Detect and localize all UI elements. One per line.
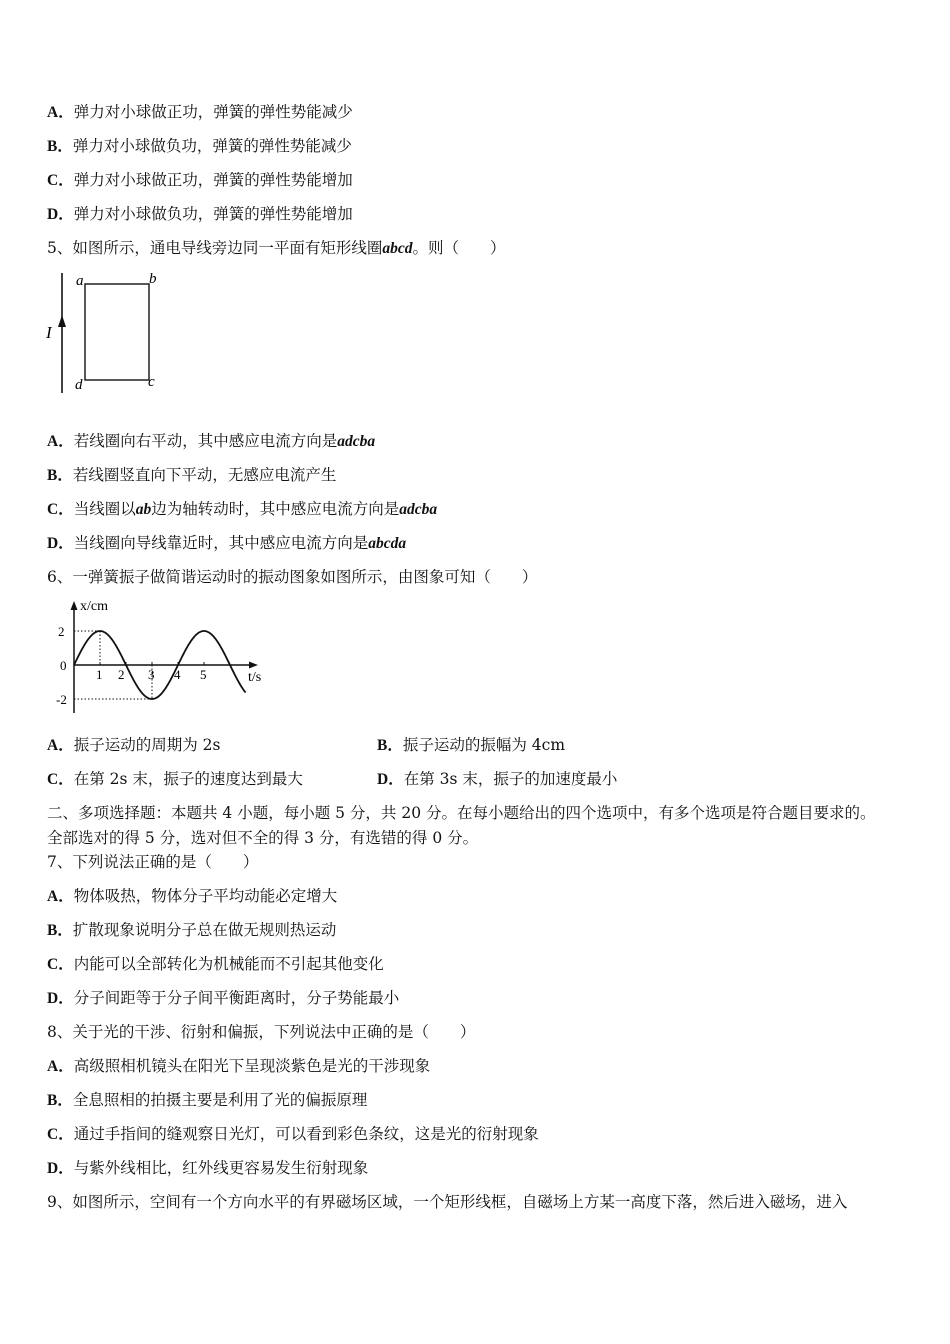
q5-option-d: D．当线圈向导线靠近时，其中感应电流方向是abcda	[47, 534, 407, 552]
q6-option-a: A．振子运动的周期为 2s	[47, 736, 221, 754]
q5-option-a: A．若线圈向右平动，其中感应电流方向是adcba	[47, 432, 376, 450]
origin-label: 0	[60, 658, 67, 673]
section2-heading-line1: 二、多项选择题：本题共 4 小题，每小题 5 分，共 20 分。在每小题给出的四个选项中，有多个选项是符合题目要求的。	[47, 804, 876, 822]
q7-option-c: C．内能可以全部转化为机械能而不引起其他变化	[47, 955, 384, 973]
q4-option-c: C．弹力对小球做正功，弹簧的弹性势能增加	[47, 171, 353, 189]
x-tick-label: 2	[118, 667, 125, 682]
q5-stem: 5、如图所示，通电导线旁边同一平面有矩形线圈abcd。则（ ）	[47, 239, 506, 257]
q9-stem: 9、如图所示，空间有一个方向水平的有界磁场区域，一个矩形线框，自磁场上方某一高度下落，然后进入磁场，进入	[47, 1193, 848, 1211]
q6-option-b: B．振子运动的振幅为 4cm	[377, 736, 566, 754]
vertex-d: d	[75, 377, 83, 393]
y-tick-label: 2	[58, 624, 65, 639]
y-tick-label: -2	[56, 692, 67, 707]
rectangular-coil	[85, 284, 149, 380]
vertex-c: c	[148, 374, 155, 390]
vertex-b: b	[149, 271, 157, 287]
q5-coil-figure	[40, 265, 170, 400]
current-arrow-icon	[58, 315, 66, 327]
q7-option-b: B．扩散现象说明分子总在做无规则热运动	[47, 921, 337, 939]
oscillation-graph	[48, 595, 273, 720]
q7-option-d: D．分子间距等于分子间平衡距离时，分子势能最小	[47, 989, 400, 1007]
q8-stem: 8、关于光的干涉、衍射和偏振，下列说法中正确的是（ ）	[47, 1023, 476, 1041]
y-axis-label: x/cm	[80, 599, 108, 614]
q6-stem: 6、一弹簧振子做简谐运动时的振动图象如图所示，由图象可知（ ）	[47, 568, 538, 586]
vertex-a: a	[76, 273, 84, 289]
x-tick-label: 4	[174, 667, 181, 682]
x-axis-label: t/s	[248, 670, 262, 685]
q4-option-b: B．弹力对小球做负功，弹簧的弹性势能减少	[47, 137, 352, 155]
q8-option-d: D．与紫外线相比，红外线更容易发生衍射现象	[47, 1159, 369, 1177]
q6-option-c: C．在第 2s 末，振子的速度达到最大	[47, 770, 303, 788]
x-tick-label: 3	[148, 667, 155, 682]
q8-option-a: A．高级照相机镜头在阳光下呈现淡紫色是光的干涉现象	[47, 1057, 431, 1075]
q7-stem: 7、下列说法正确的是（ ）	[47, 853, 259, 871]
q6-option-d: D．在第 3s 末，振子的加速度最小	[377, 770, 618, 788]
x-axis-arrow-icon	[249, 662, 258, 669]
q5-option-b: B．若线圈竖直向下平动，无感应电流产生	[47, 466, 337, 484]
q8-option-b: B．全息照相的拍摄主要是利用了光的偏振原理	[47, 1091, 368, 1109]
q4-option-a: A．弹力对小球做正功，弹簧的弹性势能减少	[47, 103, 353, 121]
section2-heading-line2: 全部选对的得 5 分，选对但不全的得 3 分，有选错的得 0 分。	[47, 829, 479, 847]
q8-option-c: C．通过手指间的缝观察日光灯，可以看到彩色条纹，这是光的衍射现象	[47, 1125, 539, 1143]
q4-option-d: D．弹力对小球做负功，弹簧的弹性势能增加	[47, 205, 353, 223]
x-tick-label: 5	[200, 667, 207, 682]
current-label: I	[46, 323, 52, 342]
q7-option-a: A．物体吸热，物体分子平均动能必定增大	[47, 887, 338, 905]
y-axis-arrow-icon	[71, 601, 78, 610]
q5-option-c: C．当线圈以ab边为轴转动时，其中感应电流方向是adcba	[47, 500, 438, 518]
x-tick-label: 1	[96, 667, 103, 682]
